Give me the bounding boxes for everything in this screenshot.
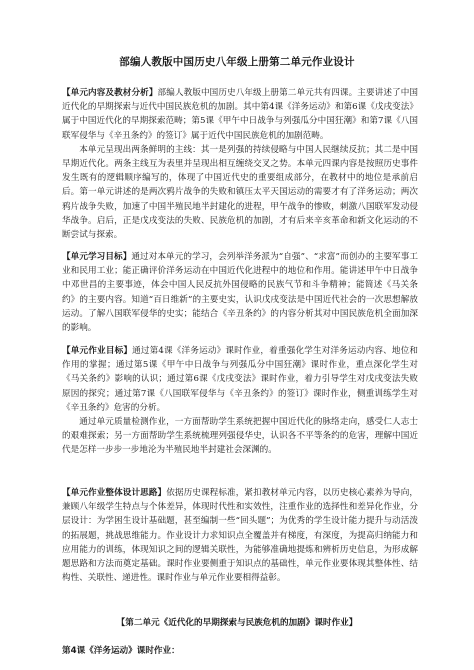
section-text: 依据历史课程标准，紧扣教材单元内容，以历史核心素养为导向，兼顾八年级学生特点与个体差异，体现时代性和实效性，注重作业的选择性和差异化作业，分层设计：为学困生设计基础题，甚至编制一些“回头题”；为优秀的学生设计能力提升与动活泼的拓展题，挑战思维能力。作业设计力求知识点全覆盖并有梯度，有深度，为提高归纳能力和应用能力的训练，体现知识之间的逻辑关联性，为能够准确地提炼和辨析历史信息，为形成解题思路和方法而奠定基础。课时作业要侧重于知识点的基础性，单元作业要体现其整体性、结构性、关联性、递进性。课时作业与单元作业要相得益彰。: [62, 488, 418, 584]
section-design-approach: [62, 486, 418, 585]
document-title: 部编人教版中国历史八年级上册第二单元作业设计: [119, 56, 355, 68]
lesson-heading: 第4课《洋务运动》课时作业：: [62, 646, 180, 656]
section-heading: 【单元内容及教材分析】: [62, 88, 158, 98]
section-heading: 【单元作业整体设计思路】: [62, 488, 167, 498]
section-homework-goals: [62, 344, 418, 458]
section-extra: 通过单元质量检测作业，一方面帮助学生系统把握中国近代化的脉络走向，感受仁人志士的艰难探索；另一方面帮助学生系统梳理列强侵华史，认识各不平等条约的危害，理解中国近代是怎样一步步一步地沦为半殖民地半封建社会深渊的。: [62, 417, 418, 456]
section-heading: 【单元作业目标】: [62, 346, 133, 356]
section-text: 部编人教版中国历史八年级上册第二单元共有四课。主要讲述了中国近代化的早期探索与近代中国民族危机的加剧。其中第4课《洋务运动》和第6课《戊戌变法》属于中国近代化的早期探索范畴；第5课《甲午中日战争与列强瓜分中国狂潮》和第7课《八国联军侵华与《辛丑条约》的签订》属于近代中国民族危机的加剧范畴。: [62, 88, 418, 141]
section-text: 通过对本单元的学习，会列举洋务派为“自强”、“求富”而创办的主要军事工业和民用工业；能正确评价洋务运动在中国近代化进程中的地位和作用。能讲述甲午中日战争中邓世昌的主要事迹，体会中国人民反抗外国侵略的民族气节和斗争精神；能简述《马关条约》的主要内容。知道“百日维新”的主要史实，认识戊戌变法是中国近代社会的一次思想解放运动。了解八国联军侵华的史实；能结合《辛丑条约》的内容分析其对中国民族危机全面加深的影响。: [62, 252, 418, 334]
section-extra: 本单元呈现出两条鲜明的主线：其一是列强的持续侵略与中国人民继续反抗；其二是中国早期近代化。两条主线互为表里并呈现出相互缠绕交叉之势。本单元四课内容是按照历史事件发生既有的逻辑顺序编写的，体现了中国近代史的重要组成部分，在教材中的地位是承前启后。第一单元讲述的是两次鸦片战争的失败和镇压太平天国运动的需要才有了洋务运动；两次鸦片战争失败，加速了中国半殖民地半封建化的进程，甲午战争的惨败，刺激八国联军发动侵华战争。启后，正是戊戌变法的失败、民族危机的加剧，才有后来辛亥革命和新文化运动的不断尝试与探索。: [62, 144, 418, 241]
section-text: 通过第4课《洋务运动》课时作业，着重强化学生对洋务运动内容、地位和作用的掌握；通过第5课《甲午中日战争与列强瓜分中国狂潮》课时作业，重点深化学生对《马关条约》影响的认识；通过第6课《戊戌变法》课时作业，着力引导学生对戊戌变法失败原因的探究；通过第7课《八国联军侵华与《辛丑条约》的签订》课时作业，侧重训练学生对《辛丑条约》危害的分析。: [62, 346, 418, 413]
section-content-analysis: [62, 86, 418, 242]
section-learning-goals: [62, 250, 418, 335]
section-heading: 【单元学习目标】: [62, 252, 132, 262]
unit-heading: 【第二单元《近代化的早期探索与民族危机的加剧》课时作业】: [116, 618, 358, 628]
